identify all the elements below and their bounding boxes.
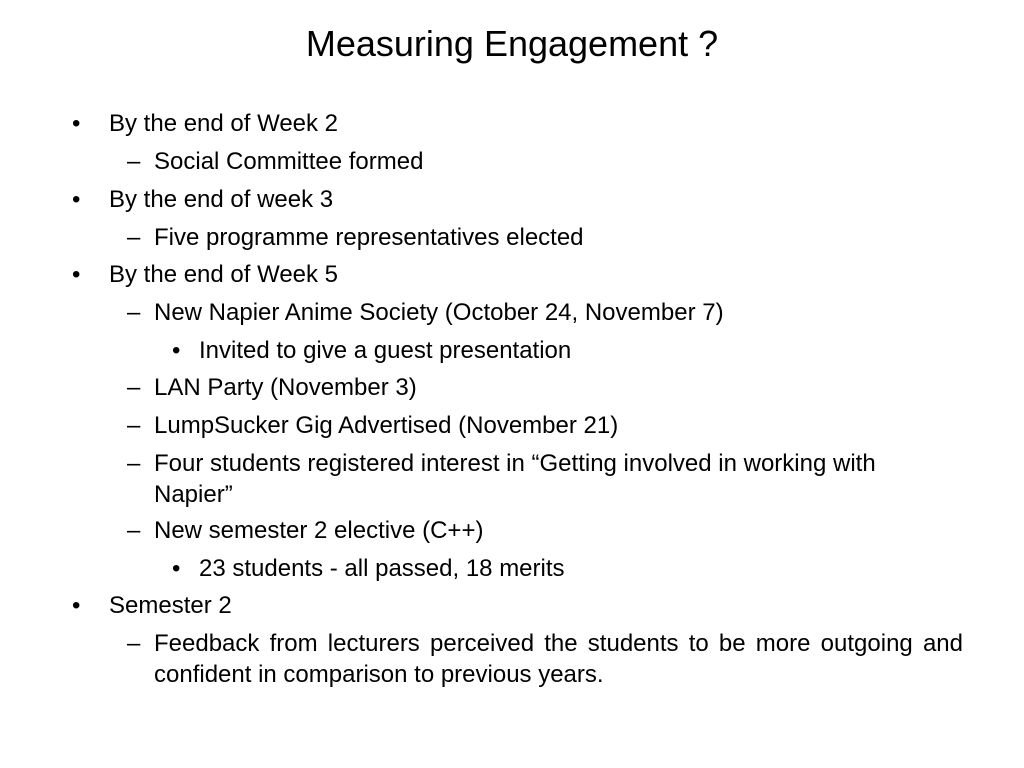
sub-bullet-text: Social Committee formed	[154, 148, 424, 175]
sub-bullet-item	[0, 222, 1024, 253]
bullet-text: By the end of Week 2	[109, 110, 339, 137]
sub-bullet-text: Four students registered interest in “Getting involved in working with Napier”	[154, 450, 876, 508]
sub-bullet-item	[0, 410, 1024, 441]
bullet-item	[0, 259, 1024, 290]
dash-marker: –	[127, 412, 141, 439]
bullet-marker: •	[72, 110, 81, 137]
dash-marker: –	[127, 630, 141, 657]
sub-bullet-text: Five programme representatives elected	[154, 224, 584, 251]
dash-marker: –	[127, 148, 141, 175]
sub-bullet-text: Feedback from lecturers perceived the students to be more outgoing and confident in comparison to previous years.	[154, 630, 963, 688]
bullet-text: By the end of Week 5	[109, 261, 339, 288]
bullet-marker: •	[172, 555, 181, 582]
bullet-item	[0, 184, 1024, 215]
bullet-item	[0, 590, 1024, 621]
slide-title: Measuring Engagement ?	[305, 23, 719, 64]
bullet-marker: •	[172, 337, 181, 364]
bullet-item	[0, 108, 1024, 139]
dash-marker: –	[127, 517, 141, 544]
bullet-marker: •	[72, 261, 81, 288]
sub-sub-bullet-text: 23 students - all passed, 18 merits	[199, 555, 565, 582]
sub-bullet-item	[0, 628, 1024, 690]
sub-bullet-item	[0, 515, 1024, 546]
sub-sub-bullet-text: Invited to give a guest presentation	[199, 337, 572, 364]
sub-bullet-text: LAN Party (November 3)	[154, 374, 417, 401]
bullet-marker: •	[72, 592, 81, 619]
sub-sub-bullet-item	[0, 335, 1024, 366]
dash-marker: –	[127, 224, 141, 251]
dash-marker: –	[127, 299, 141, 326]
sub-bullet-item	[0, 372, 1024, 403]
sub-sub-bullet-item	[0, 553, 1024, 584]
sub-bullet-item	[0, 146, 1024, 177]
sub-bullet-item	[0, 448, 1024, 510]
bullet-text: Semester 2	[109, 592, 232, 619]
dash-marker: –	[127, 450, 141, 477]
sub-bullet-text: New Napier Anime Society (October 24, November 7)	[154, 299, 724, 326]
bullet-marker: •	[72, 186, 81, 213]
dash-marker: –	[127, 374, 141, 401]
sub-bullet-text: New semester 2 elective (C++)	[154, 517, 484, 544]
sub-bullet-item	[0, 297, 1024, 328]
sub-bullet-text: LumpSucker Gig Advertised (November 21)	[154, 412, 619, 439]
bullet-text: By the end of week 3	[109, 186, 334, 213]
